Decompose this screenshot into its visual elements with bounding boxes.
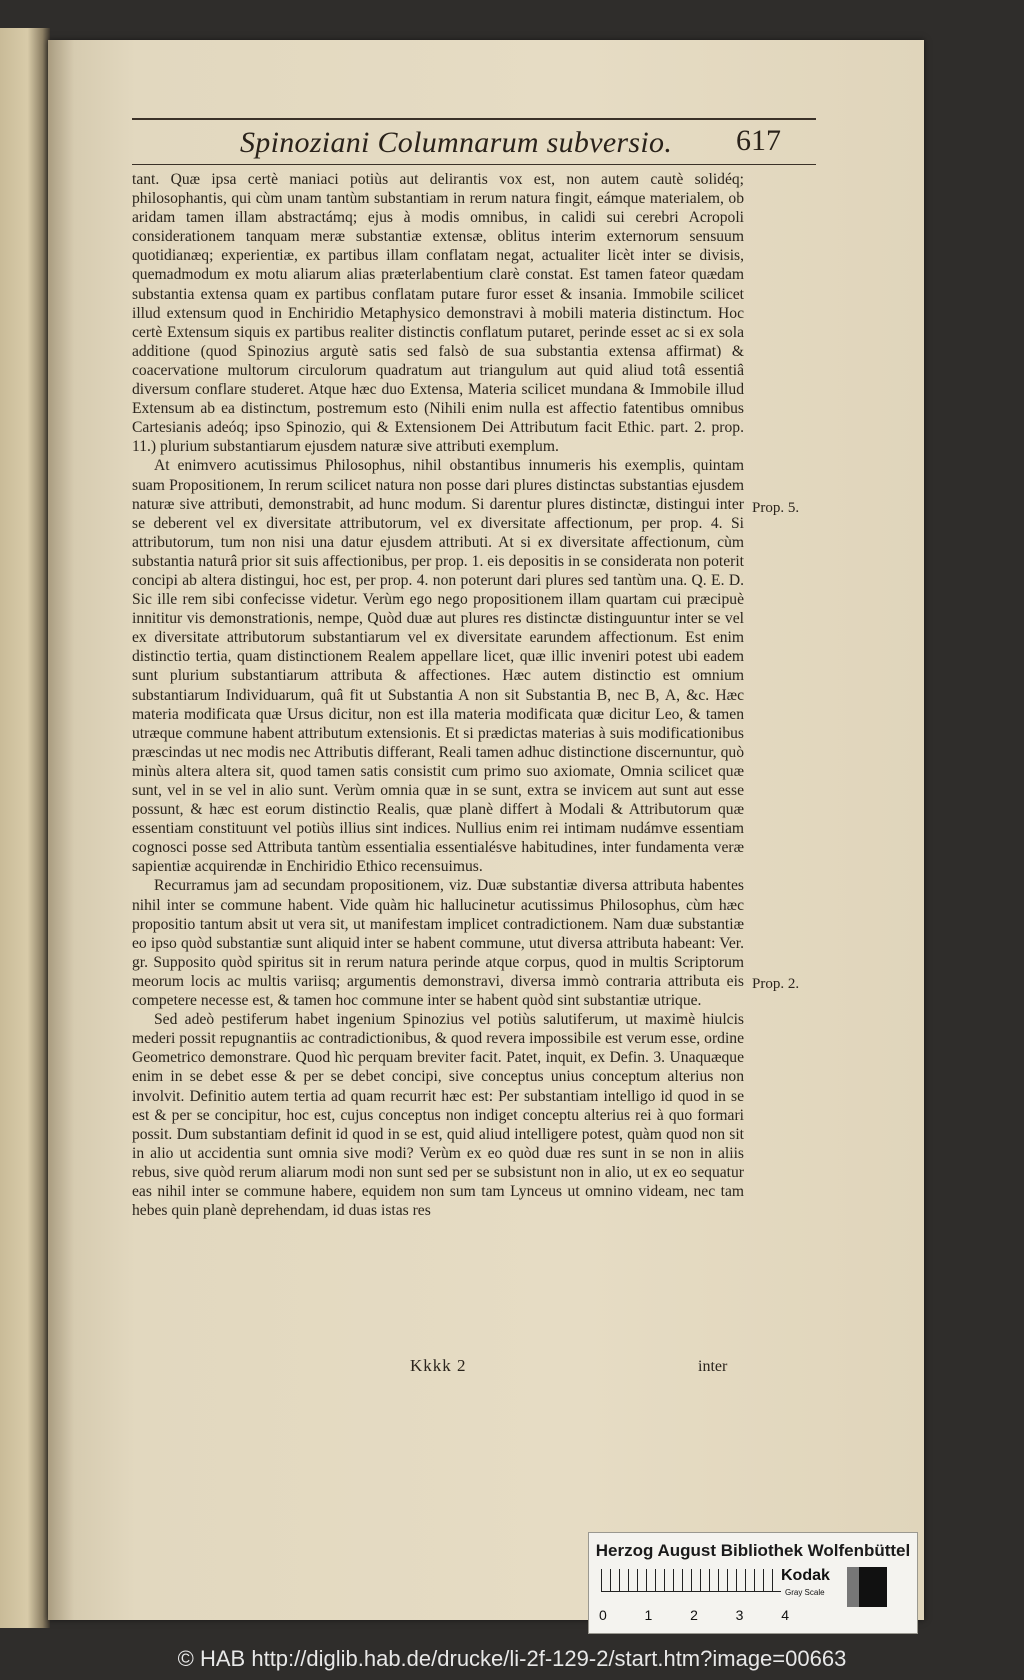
signature-mark: Kkkk 2 <box>410 1356 467 1375</box>
ruler-scale <box>601 1569 781 1592</box>
scale-numbers <box>599 1607 789 1623</box>
source-credit: © HAB http://diglib.hab.de/drucke/li-2f-129-2/start.htm?image=00663 <box>177 1646 847 1671</box>
library-name: Herzog August Bibliothek Wolfenbüttel <box>595 1541 911 1560</box>
library-color-card <box>588 1532 918 1634</box>
margin-note-prop5: Prop. 5. <box>752 500 800 516</box>
kodak-logo: Kodak <box>781 1567 830 1584</box>
paragraph: Recurramus jam ad secundam propositionem, viz. Duæ substantiæ diversa attributa habentes nihil inter se commune habent. Vide quàm hic hallucinetur acutissimus Philosophus, cùm hæc propositio tantum absit ut vera sit, ut manifestam implicet contradictionem. Nam duæ substantiæ eo ipso quòd substantiæ sunt aliquid inter se habent commune, utut diversa attributa habeant: Ver. gr. Supposito quòd spiritus sit in rerum natura perinde atque corpus, quod in multis Scriptorum meorum locis ac multis variisq; argumentis demonstravi, diversa immò contraria attributa eis competere necesse est, & tamen hoc commune inter se habent quòd sint substantiæ utrique. <box>132 877 744 1010</box>
gray-scale-label: Gray Scale <box>785 1588 825 1597</box>
paragraph: At enimvero acutissimus Philosophus, nihil obstantibus innumeris his exemplis, quintam suam Propositionem, In rerum scilicet natura non posse dari plures distinctas substantias ejusdem naturæ sive attributi, demonstrabit, ad hunc modum. Si darentur plures distinctæ, distingui inter se deberent vel ex diversitate attributorum, vel ex diversitate affectionum, per prop. 4. Si attributorum, tum non nisi una datur ejusdem attributi. At si ex diversitate affectionum, cùm substantia naturâ prior sit suis affectionibus, per prop. 1. eis depositis in se considerata non poterit concipi ab altera distingui, hoc est, per prop. 4. non poterunt dari plures sed tantùm una. Q. E. D. Sic ille rem sibi confecisse videtur. Verùm ego nego propositionem illam quartam cui præcipuè innititur vis demonstrationis, nempe, Quòd duæ aut plures res distinctæ distinguuntur inter se vel ex diversitate attributorum substantiarum vel ex diversitate earundem affectionum. Est enim distinctio tertia, quam distinctionem Realem appellare licet, quæ illic inveniri potest ubi eadem sunt plurium substantiarum attributa & affectiones. Hæc autem distinctio est omnium substantiarum Individuarum, quâ fit ut Substantia A non sit Substantia B, nec B, A, &c. Hæc materia modificata quæ Ursus dicitur, non est illa materia modificata quæ dicitur Leo, & tamen utræque commune habent attributum extensionis. Et si prædictas materias à suis modificationibus præscindas ut nec modis nec Attributis differant, Reali tamen adhuc distinctione discernuntur, quò minùs altera altera sit, quod tamen satis consistit cum primo suo axiomate, Omnia scilicet quæ sunt, vel in se vel in alio sunt. Verùm omnia quæ in se sunt, extra se invicem aut sunt aut esse possunt, & hæc est eorum distinctio Realis, quæ planè differt à Modali & Attributorum quæ essentiam constituunt vel potiùs illius sint indices. Nullius enim rei intimam nudámve essentiam cognosci posse sed Attributa tantùm essentialia essentialésve habitudines, inter fundamenta veræ sapientiæ acquirendæ in Enchiridio Ethico recensuimus. <box>132 457 744 876</box>
scale-number: 0 <box>599 1607 607 1623</box>
running-head: Spinoziani Columnarum subversio. <box>240 126 673 159</box>
scale-number: 2 <box>690 1607 698 1623</box>
adjacent-page-edge <box>0 28 50 1628</box>
page-number: 617 <box>736 124 781 157</box>
header-rule-bottom <box>132 164 816 165</box>
body-text <box>132 170 744 1220</box>
paragraph: tant. Quæ ipsa certè maniaci potiùs aut delirantis vox est, non autem cautè solidéq; philosophantis, qui cùm unam tantùm substantiam in rerum natura fingit, eámque materialem, ob aridam tamen illam abstractámq; ejus à modis omnibus, in calidi sui cerebri Acropoli considerationem tanquam meræ substantiæ extensæ, oblitus interim externorum sensuum quotidianæq; experientiæ, ex partibus illam conflatam negat, actualiter licèt inter se divisis, quemadmodum ex motu aliarum alias præterlabentium clarè constat. Est tamen fateor quædam substantia extensa quam ex partibus conflatam putare furor esset & insania. Immobile scilicet illud extensum quod in Enchiridio Metaphysico demonstravi à mobili materia distinctum. Hoc certè Extensum siquis ex partibus realiter distinctis conflatum putaret, perinde esset ac si ex sola additione (quod Spinozius argutè satis sed falsò de sua substantia extensa affirmat) & coacervatione multorum circulorum quadratum aut triangulum aut quid aliud totâ essentiâ diversum conflare studeret. Atque hæc duo Extensa, Materia scilicet mundana & Immobile illud Extensum ab ea distinctum, postremum esto (Nihili enim nulla est affectio fatentibus omnibus Cartesianis adeóq; ipso Spinozio, qui & Extensionem Dei Attributum facit Ethic. part. 2. prop. 11.) plurium substantiarum ejusdem naturæ sive attributi exemplum. <box>132 171 744 456</box>
paragraph: Sed adeò pestiferum habet ingenium Spinozius vel potiùs salutiferum, ut maximè hiulcis mederi possit repugnantiis ac contradictionibus, & quod revera impossibile est verum esse, ordine Geometrico demonstrare. Quod hìc perquam breviter facit. Patet, inquit, ex Defin. 3. Unaquæque enim in se debet esse & per se debet concipi, sive conceptus unius conceptum alterius non involvit. Definitio autem tertia ad quam recurrit hæc est: Per substantiam intelligo id quod in se est & per se concipitur, hoc est, cujus conceptus non indiget conceptu alterius rei à quo formari possit. Dum substantiam definit id quod in se est, quid aliud intelligere potest, quàm quod non sit in alio ut accidentia sunt omnia sive modi? Verùm ex eo quòd duæ res sunt in se non in aliis rebus, sive quòd rerum aliarum modi non sunt sed per se subsistunt non in alio, ut ex eo sequatur eas nihil inter se commune habere, equidem non sum tam Lynceus ut omnino videam, nec tam hebes quin planè deprehendam, id duas istas res <box>132 1011 744 1220</box>
scale-number: 1 <box>644 1607 653 1623</box>
header-rule-top <box>132 118 816 120</box>
scale-number: 4 <box>781 1607 789 1623</box>
catchword: inter <box>698 1358 728 1375</box>
margin-note-prop2: Prop. 2. <box>752 976 800 992</box>
scale-number: 3 <box>735 1607 744 1623</box>
gray-scale-patch <box>847 1567 887 1607</box>
